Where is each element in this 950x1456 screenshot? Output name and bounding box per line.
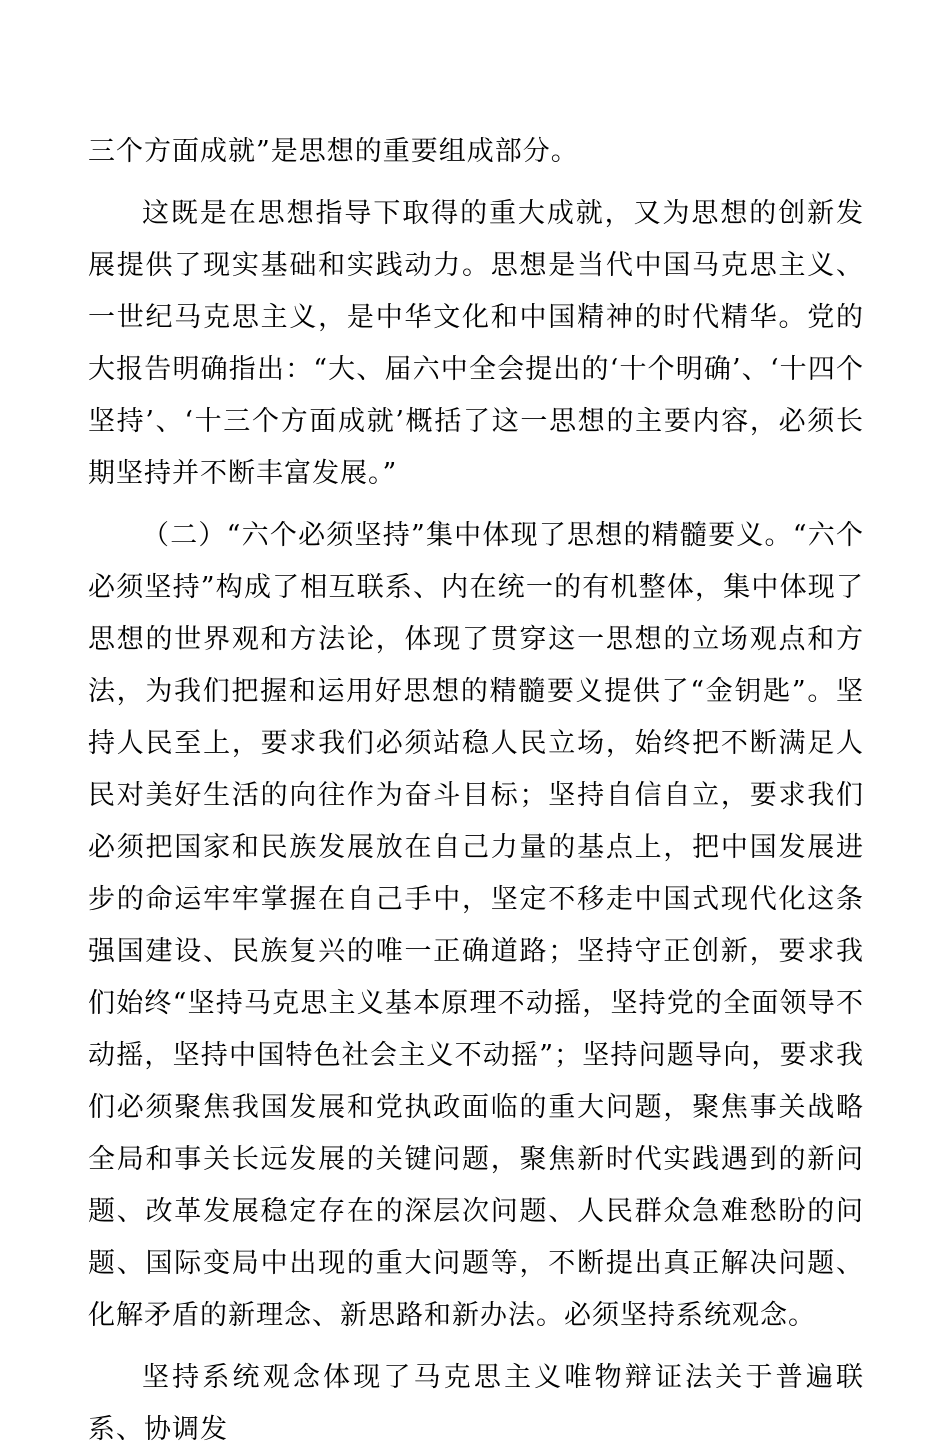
paragraph-achievements: 这既是在思想指导下取得的重大成就，又为思想的创新发展提供了现实基础和实践动力。思想是当代中国马克思主义、一世纪马克思主义，是中华文化和中国精神的时代精华。党的大报告明确指出：“大、届六中全会提出的‘十个明确’、‘十四个坚持’、‘十三个方面成就’概括了这一思想的主要内容，必须长期坚持并不断丰富发展。” (88, 198, 864, 489)
paragraph-six-musts: （二）“六个必须坚持”集中体现了思想的精髓要义。“六个必须坚持”构成了相互联系、内在统一的有机整体，集中体现了思想的世界观和方法论，体现了贯穿这一思想的立场观点和方法，为我们把握和运用好思想的精髓要义提供了“金钥匙”。坚持人民至上，要求我们必须站稳人民立场，始终把不断满足人民对美好生活的向往作为奋斗目标；坚持自信自立，要求我们必须把国家和民族发展放在自己力量的基点上，把中国发展进步的命运牢牢掌握在自己手中，坚定不移走中国式现代化这条强国建设、民族复兴的唯一正确道路；坚持守正创新，要求我们始终“坚持马克思主义基本原理不动摇，坚持党的全面领导不动摇，坚持中国特色社会主义不动摇”；坚持问题导向，要求我们必须聚焦我国发展和党执政面临的重大问题，聚焦事关战略全局和事关长远发展的关键问题，聚焦新时代实践遇到的新问题、改革发展稳定存在的深层次问题、人民群众急难愁盼的问题、国际变局中出现的重大问题等，不断提出真正解决问题、化解矛盾的新理念、新思路和新办法。必须坚持系统观念。 (88, 520, 864, 1331)
document-page (88, 126, 864, 1456)
paragraph-systems-view: 坚持系统观念体现了马克思主义唯物辩证法关于普遍联系、协调发 (88, 1362, 864, 1445)
paragraph-continuation: 三个方面成就”是思想的重要组成部分。 (88, 136, 579, 167)
